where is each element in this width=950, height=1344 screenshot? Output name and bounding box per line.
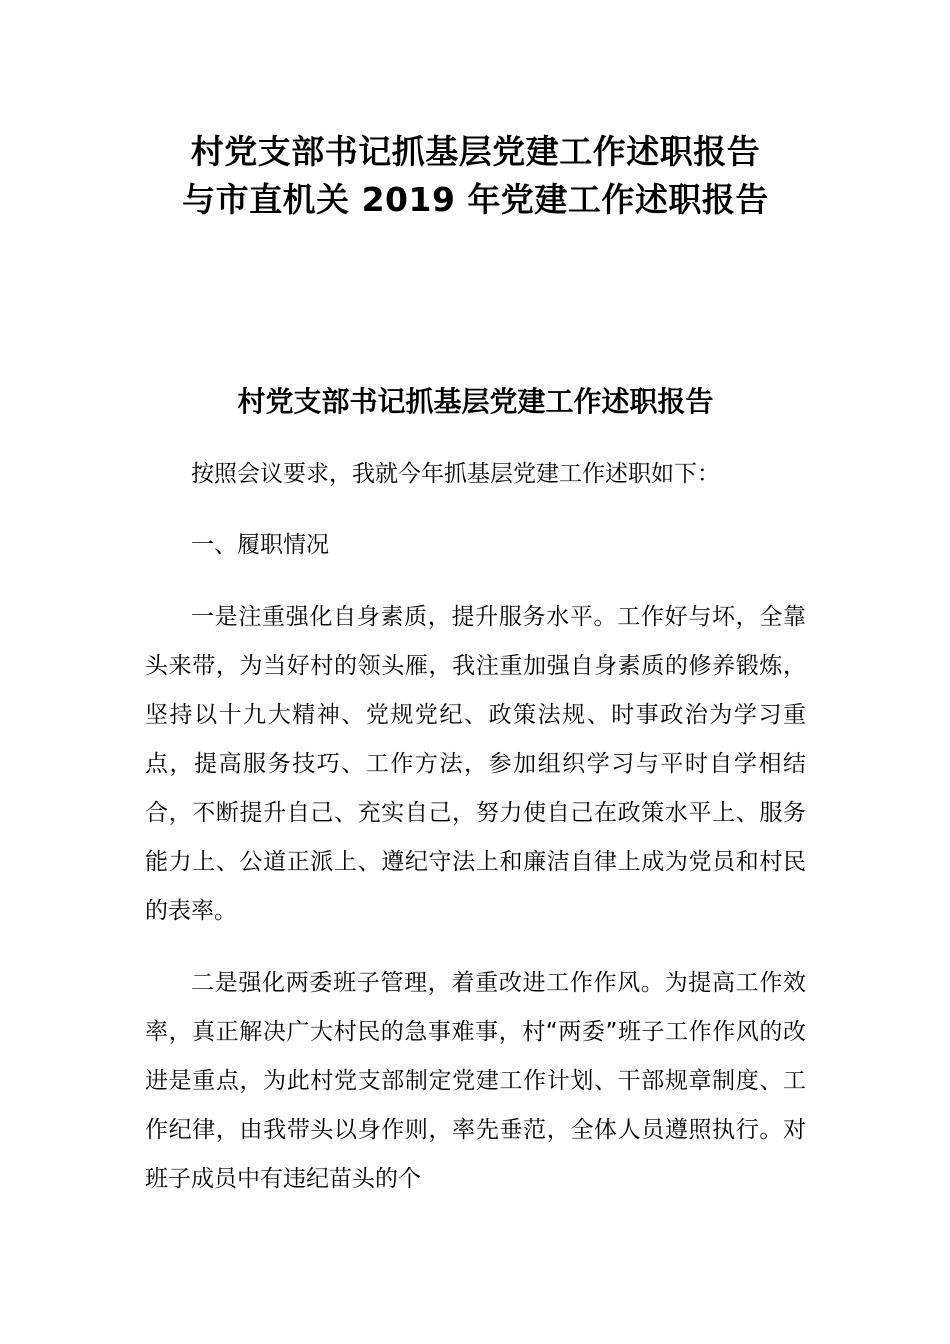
body-paragraph-1: 一是注重强化自身素质，提升服务水平。工作好与坏，全靠头来带，为当好村的领头雁，我注重加强自身素质的修养锻炼，坚持以十九大精神、党规党纪、政策法规、时事政治为学习重点，提高服务技巧、工作方法，参加组织学习与平时自学相结合，不断提升自己、充实自己，努力使自己在政策水平上、服务能力上、公道正派上、遵纪守法上和廉洁自律上成为党员和村民的表率。 <box>145 604 806 924</box>
section-title: 村党支部书记抓基层党建工作述职报告 <box>237 385 714 418</box>
document-title-line-2: 与市直机关 2019 年党建工作述职报告 <box>182 180 769 219</box>
document-title-line-1: 村党支部书记抓基层党建工作述职报告 <box>190 132 761 171</box>
section-heading-1: 一、履职情况 <box>191 532 329 558</box>
body-paragraph-2: 二是强化两委班子管理，着重改进工作作风。为提高工作效率，真正解决广大村民的急事难事，村“两委”班子工作作风的改进是重点，为此村党支部制定党建工作计划、干部规章制度、工作纪律，由我带头以身作则，率先垂范，全体人员遵照执行。对班子成员中有违纪苗头的个 <box>145 970 806 1192</box>
document-title <box>145 128 806 224</box>
intro-paragraph: 按照会议要求，我就今年抓基层党建工作述职如下： <box>191 461 720 487</box>
